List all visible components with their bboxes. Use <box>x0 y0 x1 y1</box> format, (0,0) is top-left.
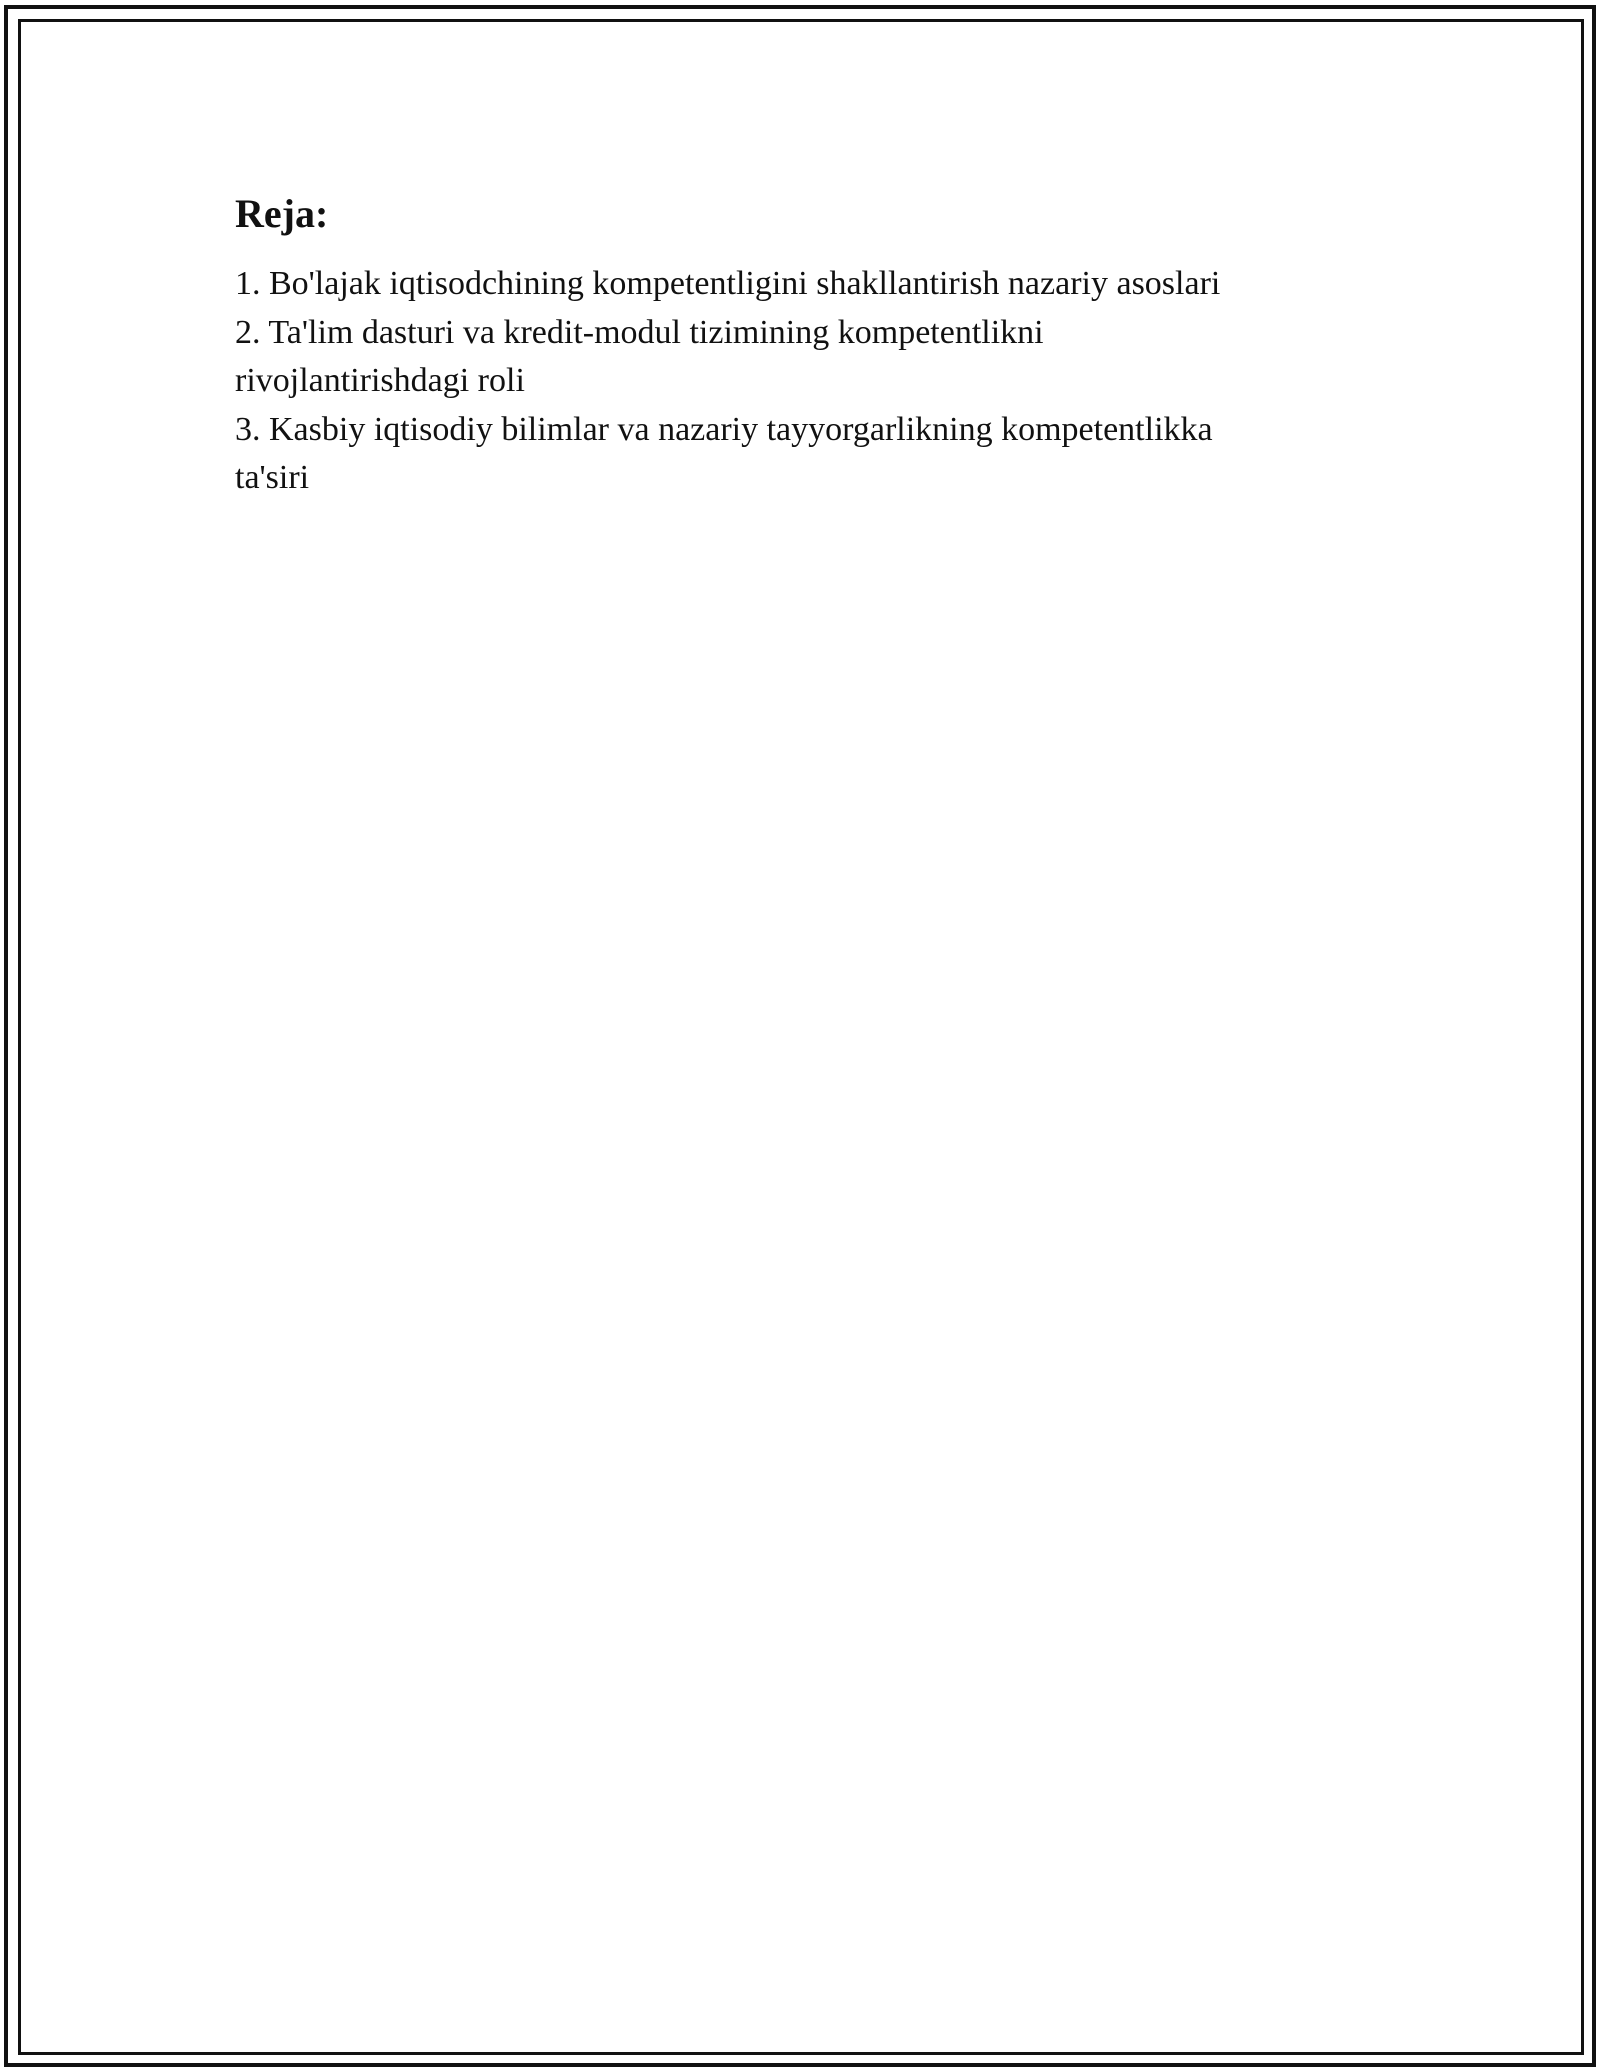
document-content <box>235 186 1325 503</box>
plan-item-3-line-1: 3. Kasbiy iqtisodiy bilimlar va nazariy tayyorgarlikning kompetentlikka <box>235 410 1213 448</box>
plan-item-2 <box>235 309 1325 406</box>
plan-item-3 <box>235 406 1325 503</box>
plan-item-1-line-1: 1. Bo'lajak iqtisodchining kompetentligini shakllantirish nazariy asoslari <box>235 265 1221 302</box>
plan-item-2-line-1: 2. Ta'lim dasturi va kredit-modul tizimining kompetentlikni <box>235 313 1044 351</box>
plan-heading: Reja: <box>235 191 329 236</box>
plan-item-1 <box>235 260 1325 309</box>
plan-item-2-line-2: rivojlantirishdagi roli <box>235 362 525 399</box>
plan-list <box>235 260 1325 503</box>
plan-item-3-line-2: ta'siri <box>235 459 310 496</box>
